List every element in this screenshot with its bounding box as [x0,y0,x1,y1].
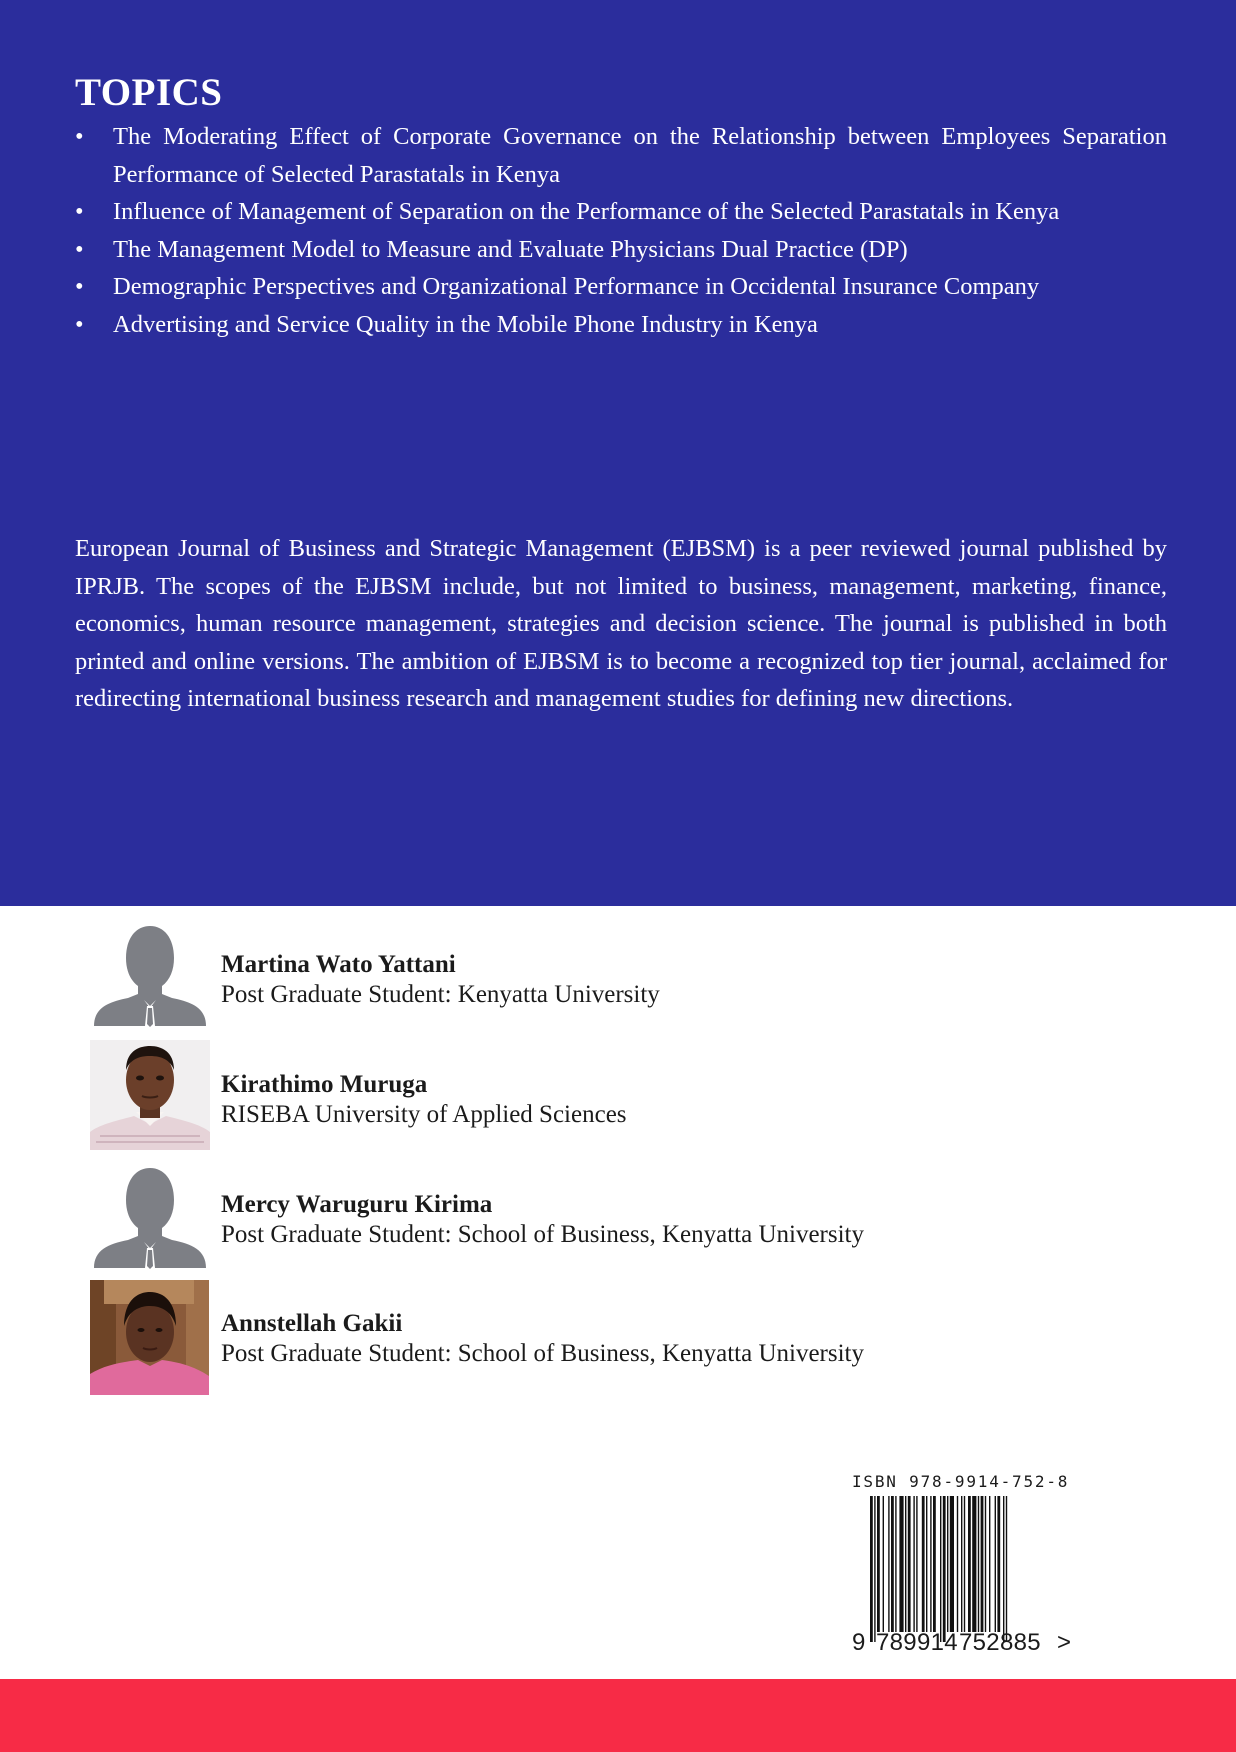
author-name: Martina Wato Yattani [221,951,456,978]
barcode-digit-first: 9 [852,1629,866,1656]
barcode-bar [874,1496,875,1642]
topic-item: • Advertising and Service Quality in the Mobile Phone Industry in Kenya [75,306,1167,344]
barcode-bar [940,1496,941,1642]
barcode-bar [899,1496,903,1632]
silhouette-avatar-icon [90,1164,210,1274]
barcode-bar [989,1496,990,1632]
barcode-end-marker: > [1057,1629,1072,1656]
barcode-bar [964,1496,965,1632]
barcode-bar [978,1496,979,1632]
author-entry [90,1040,1190,1158]
journal-description: European Journal of Business and Strategic Management (EJBSM) is a peer reviewed journal published by IPRJB. The scopes of the EJBSM include, but not limited to business, management, marketing, finance, economics, human resource management, strategies and decision science. The journal is published in both printed and online versions. The ambition of EJBSM is to become a recognized top tier journal, acclaimed for redirecting international business research and management studies for defining new directions. [75,535,1167,712]
barcode-bar [985,1496,986,1632]
barcode-digit-group: 752885 [959,1629,1041,1656]
author-entry [90,1164,1190,1282]
author-affiliation: Post Graduate Student: School of Business, Kenyatta University [221,1221,864,1248]
barcode-digit-group: 789914 [876,1629,958,1656]
barcode-bar [933,1496,936,1632]
topic-item: • Demographic Perspectives and Organizational Performance in Occidental Insurance Company [75,268,1167,306]
barcode-bar [895,1496,896,1632]
barcode-bar [930,1496,931,1632]
author-entry [90,1280,1190,1398]
topic-item: • Influence of Management of Separation on the Performance of the Selected Parastatals in Kenya [75,193,1167,231]
author-name: Kirathimo Muruga [221,1071,428,1098]
author-name: Annstellah Gakii [221,1310,403,1337]
topics-list [75,118,1167,343]
barcode-bar [888,1496,889,1632]
barcode-bar [913,1496,914,1632]
topic-item: • The Moderating Effect of Corporate Governance on the Relationship between Employees Separation Performance of Selected Parastatals in Kenya [75,118,1167,193]
barcode-bar [995,1496,996,1632]
bottom-color-band [0,1679,1236,1752]
barcode-bar [981,1496,984,1632]
topic-item: • The Management Model to Measure and Evaluate Physicians Dual Practice (DP) [75,231,1167,269]
barcode-bar [916,1496,917,1632]
barcode-bar [891,1496,894,1632]
barcode-bar [957,1496,958,1632]
portrait-photo [90,1040,210,1150]
barcode-bar [883,1496,884,1632]
barcode-bar [926,1496,927,1632]
author-name: Mercy Waruguru Kirima [221,1191,493,1218]
barcode-bar [908,1496,911,1632]
barcode-bar [1006,1496,1007,1642]
barcode-bar [922,1496,925,1632]
barcode-bar [968,1496,971,1632]
isbn-label: ISBN 978-9914-752-8 [852,1472,1070,1491]
topics-heading: TOPICS [75,71,223,114]
author-affiliation: Post Graduate Student: School of Business, Kenyatta University [221,1340,864,1367]
barcode-bar [943,1496,946,1642]
barcode-bar [961,1496,962,1632]
barcode-bar [877,1496,880,1632]
author-affiliation: RISEBA University of Applied Sciences [221,1101,627,1128]
barcode-bar [997,1496,1000,1632]
author-affiliation: Post Graduate Student: Kenyatta University [221,981,660,1008]
barcode-bar [905,1496,906,1632]
barcode-bars [870,1496,1060,1646]
barcode-bar [1003,1496,1004,1642]
barcode-bar [972,1496,976,1632]
barcode-bar [870,1496,873,1642]
author-entry [90,922,1190,1040]
barcode-bar [950,1496,954,1632]
portrait-photo [90,1280,209,1395]
isbn-barcode [852,1472,1076,1658]
barcode-bar [947,1496,948,1632]
silhouette-avatar-icon [90,922,210,1032]
